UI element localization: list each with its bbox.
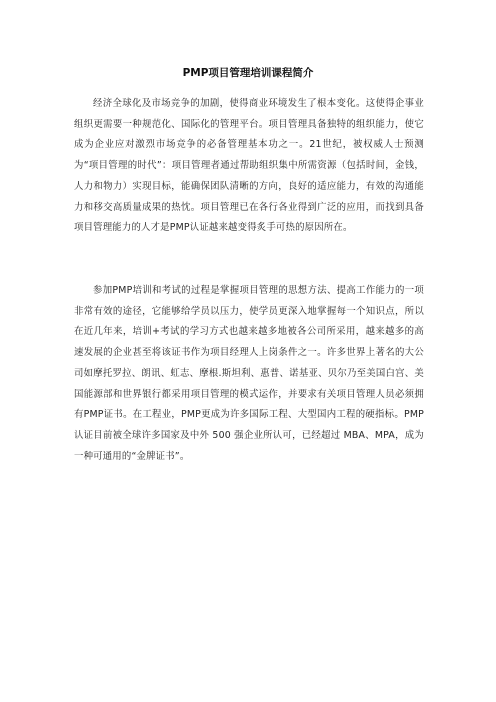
paragraph-intro: 经济全球化及市场竞争的加剧，使得商业环境发生了根本变化。这使得企事业组织更需要一种规范化、国际化的管理平台。项目管理具备独特的组织能力，使它成为企业应对激烈市场竞争的必备管理基本功之一。21世纪，被权威人士预测为“项目管理的时代”：项目管理者通过帮助组织集中所需资源（包括时间，金钱，人力和物力）实现目标，能确保团队清晰的方向，良好的适应能力，有效的沟通能力和移交高质量成果的热忱。项目管理已在各行各业得到广泛的应用，而找到具备项目管理能力的人才是PMP认证越来越变得炙手可热的原因所在。 bbox=[74, 98, 424, 234]
paragraph-training: 参加PMP培训和考试的过程是掌握项目管理的思想方法、提高工作能力的一项非常有效的途径，它能够给学员以压力，使学员更深入地掌握每一个知识点，所以在近几年来，培训+考试的学习方式也越来越多地被各公司所采用，越来越多的高速发展的企业甚至将该证书作为项目经理人上岗条件之一。许多世界上著名的大公司如摩托罗拉、朗讯、虹志、摩根.斯坦利、惠普、诺基亚、贝尔乃至美国白宫、美国能源部和世界银行都采用项目管理的模式运作，并要求有关项目管理人员必须拥有PMP证书。在工程业，PMP更成为许多国际工程、大型国内工程的硬指标。PMP认证目前被全球许多国家及中外 500 强企业所认可，已经超过 MBA、MPA，成为一种可通用的“金牌证书”。 bbox=[74, 285, 424, 462]
document-title: PMP项目管理培训课程简介 bbox=[182, 67, 314, 79]
